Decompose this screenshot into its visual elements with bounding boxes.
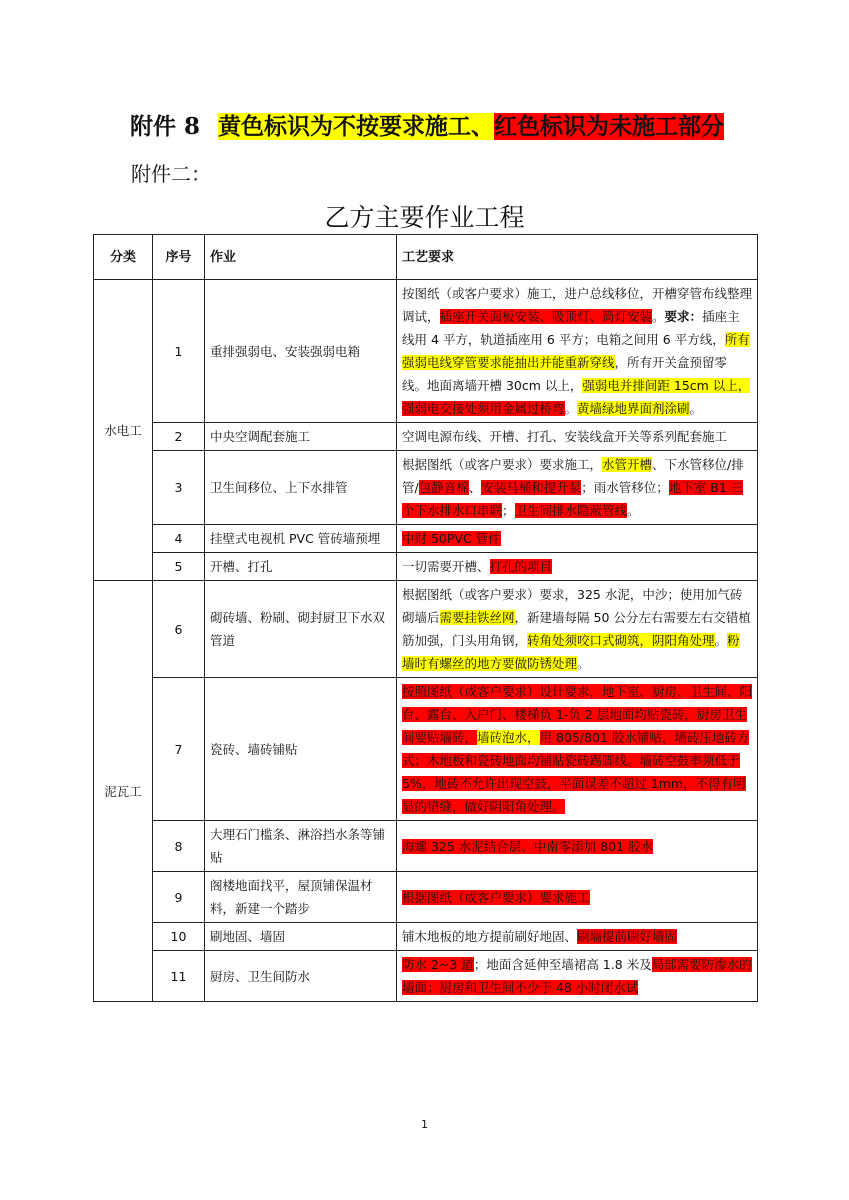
row-task: 阁楼地面找平，屋顶铺保温材料，新建一个踏步 bbox=[205, 872, 397, 923]
req-red: 插座开关面板安装、吸顶灯、筒灯安装 bbox=[439, 309, 653, 324]
row-requirement bbox=[397, 678, 758, 821]
table-row bbox=[94, 678, 758, 821]
table-row bbox=[94, 951, 758, 1002]
header-category: 分类 bbox=[94, 235, 153, 280]
row-number: 7 bbox=[153, 678, 205, 821]
req-text: 插座主线用 4 平方，轨道插座用 6 平方；电箱之间用 6 平方线， bbox=[402, 309, 740, 347]
req-text: 根据图纸（或客户要求）要求施工， bbox=[402, 457, 603, 472]
red-legend: 红色标识为未施工部分 bbox=[494, 113, 725, 140]
req-red: 包静音棉 bbox=[418, 480, 469, 495]
req-yellow: 转角处须咬口式砌筑，阴阳角处理 bbox=[527, 633, 715, 648]
req-red: 防水 2~3 道 bbox=[402, 957, 474, 972]
attachment-heading bbox=[130, 108, 724, 141]
req-text: 空调电源布线、开槽、打孔、安装线盒开关等系列配套施工 bbox=[402, 429, 728, 444]
req-text: ，所有开关盒预留零线。地面离墙开槽 30cm 以上， bbox=[402, 355, 728, 393]
req-yellow: 黄墙绿地界面剂涂刷 bbox=[577, 401, 690, 416]
table-row bbox=[94, 872, 758, 923]
req-yellow: 所有强弱电线穿管要求能抽出并能重新穿线 bbox=[402, 332, 750, 370]
req-text: 一切需要开槽、 bbox=[402, 559, 490, 574]
req-text: 根据图纸（或客户要求）要求，325 水泥，中沙；使用加气砖砌墙后 bbox=[402, 587, 743, 625]
row-task: 卫生间移位、上下水排管 bbox=[205, 451, 397, 525]
row-requirement bbox=[397, 581, 758, 678]
req-text: ； bbox=[502, 503, 515, 518]
row-task: 刷地固、墙固 bbox=[205, 923, 397, 951]
req-text: 。 bbox=[577, 656, 590, 671]
sub-attachment-label: 附件二： bbox=[131, 162, 211, 186]
req-text: 铺木地板的地方提前刷好地固、 bbox=[402, 929, 578, 944]
req-text: 、下水管移位/排管/ bbox=[402, 457, 744, 495]
row-requirement bbox=[397, 951, 758, 1002]
req-red: 卫生间排水隐蔽管线 bbox=[514, 503, 628, 518]
row-task: 中央空调配套施工 bbox=[205, 423, 397, 451]
req-text: 。 bbox=[714, 633, 728, 648]
row-number: 9 bbox=[153, 872, 205, 923]
req-yellow: 需要挂铁丝网 bbox=[439, 610, 515, 625]
yellow-legend: 黄色标识为不按要求施工、 bbox=[218, 113, 495, 140]
req-yellow: 墙砖泡水， bbox=[477, 730, 540, 745]
table-row bbox=[94, 525, 758, 553]
row-task: 重排强弱电、安装强弱电箱 bbox=[205, 280, 397, 423]
req-text: ；地面含延伸至墙裙高 1.8 米及 bbox=[473, 957, 652, 972]
row-requirement bbox=[397, 923, 758, 951]
table-row bbox=[94, 423, 758, 451]
category-electrician: 水电工 bbox=[94, 280, 153, 581]
row-requirement bbox=[397, 451, 758, 525]
header-task: 作业 bbox=[205, 235, 397, 280]
row-number: 4 bbox=[153, 525, 205, 553]
row-task: 挂壁式电视机 PVC 管砖墙预埋 bbox=[205, 525, 397, 553]
table-row bbox=[94, 821, 758, 872]
table-row bbox=[94, 553, 758, 581]
row-task: 大理石门槛条、淋浴挡水条等铺贴 bbox=[205, 821, 397, 872]
req-text: ；雨水管移位； bbox=[581, 480, 669, 495]
req-text: ，新建墙每隔 50 公分左右需要左右交错植筋加强，门头用角钢， bbox=[402, 610, 751, 648]
req-red: 海螺 325 水泥结合层、中南零添加 801 胶水 bbox=[402, 838, 654, 854]
row-number: 1 bbox=[153, 280, 205, 423]
row-number: 8 bbox=[153, 821, 205, 872]
header-requirements: 工艺要求 bbox=[397, 235, 758, 280]
req-text: 。 bbox=[627, 503, 640, 518]
row-number: 5 bbox=[153, 553, 205, 581]
row-task: 厨房、卫生间防水 bbox=[205, 951, 397, 1002]
attachment-label: 附件 8 bbox=[130, 113, 201, 140]
document-title: 乙方主要作业工程 bbox=[324, 203, 525, 232]
category-tiler: 泥瓦工 bbox=[94, 581, 153, 1002]
row-number: 10 bbox=[153, 923, 205, 951]
req-red: 地下室 B1 三个下水排水口串联 bbox=[402, 480, 744, 518]
req-red: 安装马桶和提升泵 bbox=[481, 480, 582, 495]
req-red: 强弱电交接处须用金属过桥弯 bbox=[402, 401, 565, 416]
header-number: 序号 bbox=[153, 235, 205, 280]
row-task: 瓷砖、墙砖铺贴 bbox=[205, 678, 397, 821]
table-row bbox=[94, 451, 758, 525]
req-red: 局部需要防渗水的墙面；厨房和卫生间不少于 48 小时闭水试 bbox=[402, 957, 752, 995]
table-row bbox=[94, 923, 758, 951]
req-text: 按图纸（或客户要求）施工，进户总线移位，开槽穿管布线整理调试， bbox=[402, 286, 753, 324]
page-number: 1 bbox=[421, 1118, 428, 1131]
table-header-row bbox=[94, 235, 758, 280]
row-requirement bbox=[397, 280, 758, 423]
row-requirement bbox=[397, 872, 758, 923]
req-yellow: 强弱电并排间距 15cm 以上， bbox=[582, 378, 751, 393]
table-row bbox=[94, 581, 758, 678]
row-number: 6 bbox=[153, 581, 205, 678]
work-items-table bbox=[93, 234, 758, 1002]
req-bold: 要求： bbox=[664, 309, 703, 324]
table-row bbox=[94, 280, 758, 423]
req-text: 。 bbox=[652, 309, 665, 324]
row-requirement bbox=[397, 553, 758, 581]
req-yellow: 粉墙时有螺丝的地方要做防锈处理 bbox=[402, 633, 740, 671]
row-number: 11 bbox=[153, 951, 205, 1002]
req-red: 中财 50PVC 管件 bbox=[402, 531, 501, 546]
row-requirement bbox=[397, 423, 758, 451]
row-requirement bbox=[397, 821, 758, 872]
row-number: 2 bbox=[153, 423, 205, 451]
req-red: 按照图纸（或客户要求）设计要求，地下室、厨房、卫生间、阳台、露台、入户门、楼梯负 1-负 2 层地面均贴瓷砖，厨房卫生间要贴墙砖， bbox=[402, 684, 753, 745]
req-red: 打孔的项目 bbox=[489, 559, 553, 574]
row-requirement bbox=[397, 525, 758, 553]
row-task: 砌砖墙、粉刷、砌封厨卫下水双管道 bbox=[205, 581, 397, 678]
row-task: 开槽、打孔 bbox=[205, 553, 397, 581]
req-text: 、 bbox=[468, 480, 482, 495]
req-yellow: 水管开槽 bbox=[602, 457, 653, 472]
req-red: 根据图纸（或客户要求）要求施工 bbox=[402, 889, 590, 905]
req-red: 用 805/801 胶水铺贴，墙砖压地砖方式；木地板和瓷砖地面均铺贴瓷砖踢脚线。墙砖空鼓率须低于 5%，地砖不允许出现空鼓，平面误差不超过 1mm，不得有明显的错缝，做好阴阳角处理。 bbox=[402, 730, 750, 814]
req-text: 。 bbox=[689, 401, 703, 416]
row-number: 3 bbox=[153, 451, 205, 525]
req-text: 。 bbox=[564, 401, 578, 416]
req-red: 刷墙提前刷好墙固 bbox=[577, 929, 678, 944]
